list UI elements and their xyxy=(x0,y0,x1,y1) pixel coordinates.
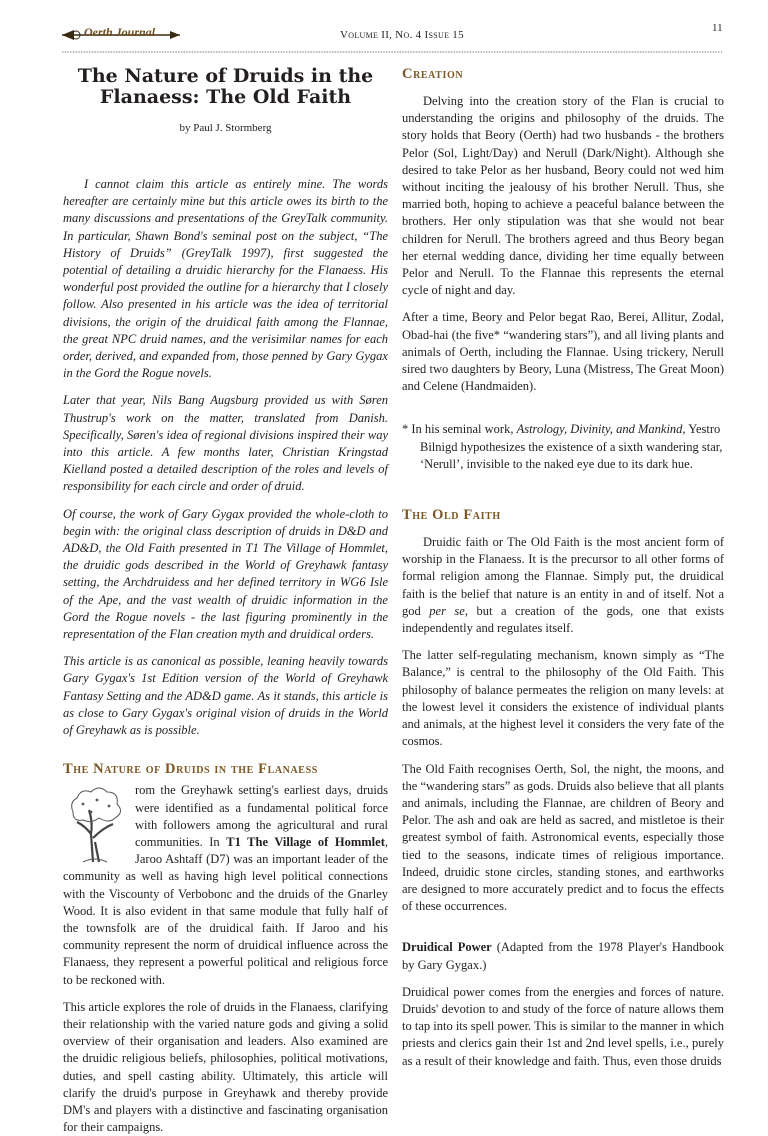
section-heading-creation: Creation xyxy=(402,66,464,82)
creation-paragraph-2: After a time, Beory and Pelor begat Rao, Berei, Allitur, Zodal, Obad-hai (the five* “wandering stars”), and all living plants and animals of Oerth, including the Flannae. Using trickery, Nerull sired two daughters by Beory, Luna (Mistress, The Great Moon) and Celene (Handmaiden). xyxy=(402,310,724,394)
old-faith-paragraph-2: The latter self-regulating mechanism, known simply as “The Balance,” is central to the philosophy of the Old Faith. This philosophy of balance permeates the religion on many levels: at the lowest level it considers the existence of individual plants and animals, at the highest level it considers the very fate of the cosmos. xyxy=(402,648,724,749)
section-heading-nature: The Nature of Druids in the Flanaess xyxy=(63,761,318,778)
section-heading-old-faith: The Old Faith xyxy=(402,507,501,524)
nature-section-body xyxy=(63,782,388,1136)
module-title: T1 The Village of Hommlet xyxy=(226,834,385,849)
creation-paragraph-1: Delving into the creation story of the Flan is crucial to understanding the origins and philosophy of the druids. The story holds that Beory (Oerth) had two husbands - the brothers Pelor (Sol, Light/Day) and Nerull (Dark/Night). Although she desired to take Pelor as her husband, Beory could not wed him without inciting the jealousy of his brother Nerull. Thus, she married both, hoping to achieve a peaceful balance between the brothers. Her only stipulation was that she would not bear children for Nerull. The brothers agreed and thus Beory began her eternal wedding dance, dividing her time equally between Pelor and Nerull. To the Flannae this represents the eternal cycle of night and day. xyxy=(402,94,724,298)
page-number: 11 xyxy=(712,22,723,34)
article-title xyxy=(63,66,388,108)
intro-paragraph: Of course, the work of Gary Gygax provided the whole-cloth to begin with: the original class description of druids in D&D and AD&D, the Old Faith presented in T1 The Village of Hommlet, the druidic gods described in the World of Greyhawk fantasy setting, the Archdruidess and her defined territory in WG6 Isle of the Ape, and the vast wealth of druidic information in the Gord the Rogue novels - the last figuring prominently in the representation of the Flan creation myth and druidical orders. xyxy=(63,506,388,642)
old-faith-paragraph-3: The Old Faith recognises Oerth, Sol, the night, the moons, and the “wandering stars” as gods. Druids also believe that all plants and animals, including the Flannae, are children of Beory and Pelor. The ash and oak are held as sacred, and mistletoe is their greatest symbol of faith. Astronomical events, especially those tied to the seasons, indicate times of religious importance. Indeed, druidic stone circles, standing stones, and earthworks are designed to more accurately predict and to focus the effects of these occurrences. xyxy=(402,761,724,914)
footnote: * In his seminal work, Astrology, Divinity, and Mankind, Yestro Bilnigd hypothesizes the existence of a sixth wandering star, ‘Nerull’, invisible to the naked eye due to its dark hue. xyxy=(402,422,723,471)
byline: by Paul J. Stormberg xyxy=(179,122,272,134)
druidical-power-heading: Druidical Power (Adapted from the 1978 Player's Handbook by Gary Gygax.) xyxy=(402,940,724,972)
right-column xyxy=(402,66,724,1070)
tree-illustration-icon xyxy=(63,782,129,864)
druidical-power-paragraph: Druidical power comes from the energies and forces of nature. Druids' devotion to and study of the force of nature allows them to tap into its spell power. This is similar to the manner in which priests and clerics gain their 1st and 2nd level spells, i.e., purely as a result of their knowledge and faith. Thus, even those druids xyxy=(402,984,724,1068)
intro-paragraph: This article is as canonical as possible, leaning heavily towards Gary Gygax's 1st Edition version of the World of Greyhawk Fantasy Setting and the AD&D game. As it stands, this article is as close to Gary Gygax's original vision of druids in the World of Greyhawk as is possible. xyxy=(63,654,388,738)
page-header xyxy=(0,0,768,60)
header-rule xyxy=(62,50,722,54)
intro-paragraph: Later that year, Nils Bang Augsburg provided us with Søren Thustrup's work on the matter, translated from Danish. Specifically, Søren's idea of regional divisions inspired their way into this article. A few months later, Christian Kringstad Kielland posted a detailed description of the roles and levels of responsibility for each circle and order of druid. xyxy=(63,393,388,494)
intro-paragraph: I cannot claim this article as entirely mine. The words hereafter are certainly mine but this article owes its birth to the many discussions and presentations of the GreyTalk community. In particular, Shawn Bond's seminal post on the subject, “The History of Druids” (GreyTalk 1997), first suggested the potential of detailing a druidic hierarchy for the Flanaess. His wonderful post provided the outline for a hierarchy that I closely follow. Also presented in his article was the idea of territorial divisions, the origin of the druidical faith among the Flannae, the great NPC druid names, and the verisimilar names for each order, derived, and expanded from, those penned by Gary Gygax in the Gord the Rogue novels. xyxy=(63,177,388,381)
footnote-book-title: Astrology, Divinity, and Mankind xyxy=(516,422,683,437)
title-line-1: The Nature of Druids in the xyxy=(77,65,374,87)
old-faith-paragraph-1: Druidic faith or The Old Faith is the most ancient form of worship in the Flanaess. It is the precursor to all other forms of formal religion among the Flannae. Simply put, the druidical faith is the belief that nature is an entity in and of itself. Not a god per se, but a creation of the gods, one that exists independently and regulates itself. xyxy=(402,535,725,636)
left-column xyxy=(63,66,388,1136)
nature-paragraph-1: rom the Greyhawk setting's earliest days, druids were identified as a fundamental political force with followers among the agricultural and rural communities. In T1 The Village of Hommlet, Jaroo Ashtaff (D7) was an important leader of the community as well as having high level political connections with the Viscounty of Verbobonc and the druids of the Gnarley Wood. It is also evident in that same module that fully half of the townsfolk are of the druidical faith. If Jaroo and his community represent the norm of druidical influence across the Flanaess, they represent a powerful political and religious force to be reckoned with. xyxy=(63,783,388,987)
oerth-journal-logo xyxy=(62,22,182,44)
nature-paragraph-2: This article explores the role of druids in the Flanaess, clarifying their relationship with the varied nature gods and giving a solid overview of their organisation and leaders. Also examined are the druidic religious beliefs, philosophies, political motivations, duties, and spell casting ability. Ultimately, this article will clarify the druid's purpose in Greyhawk and thereby provide DM's and players with a distinctive and fascinating organisation for their campaigns. xyxy=(63,999,388,1135)
logo-text: Oerth Journal xyxy=(84,25,156,39)
title-line-2: Flanaess: The Old Faith xyxy=(99,86,352,108)
volume-issue: Volume II, No. 4 Issue 15 xyxy=(340,29,464,41)
